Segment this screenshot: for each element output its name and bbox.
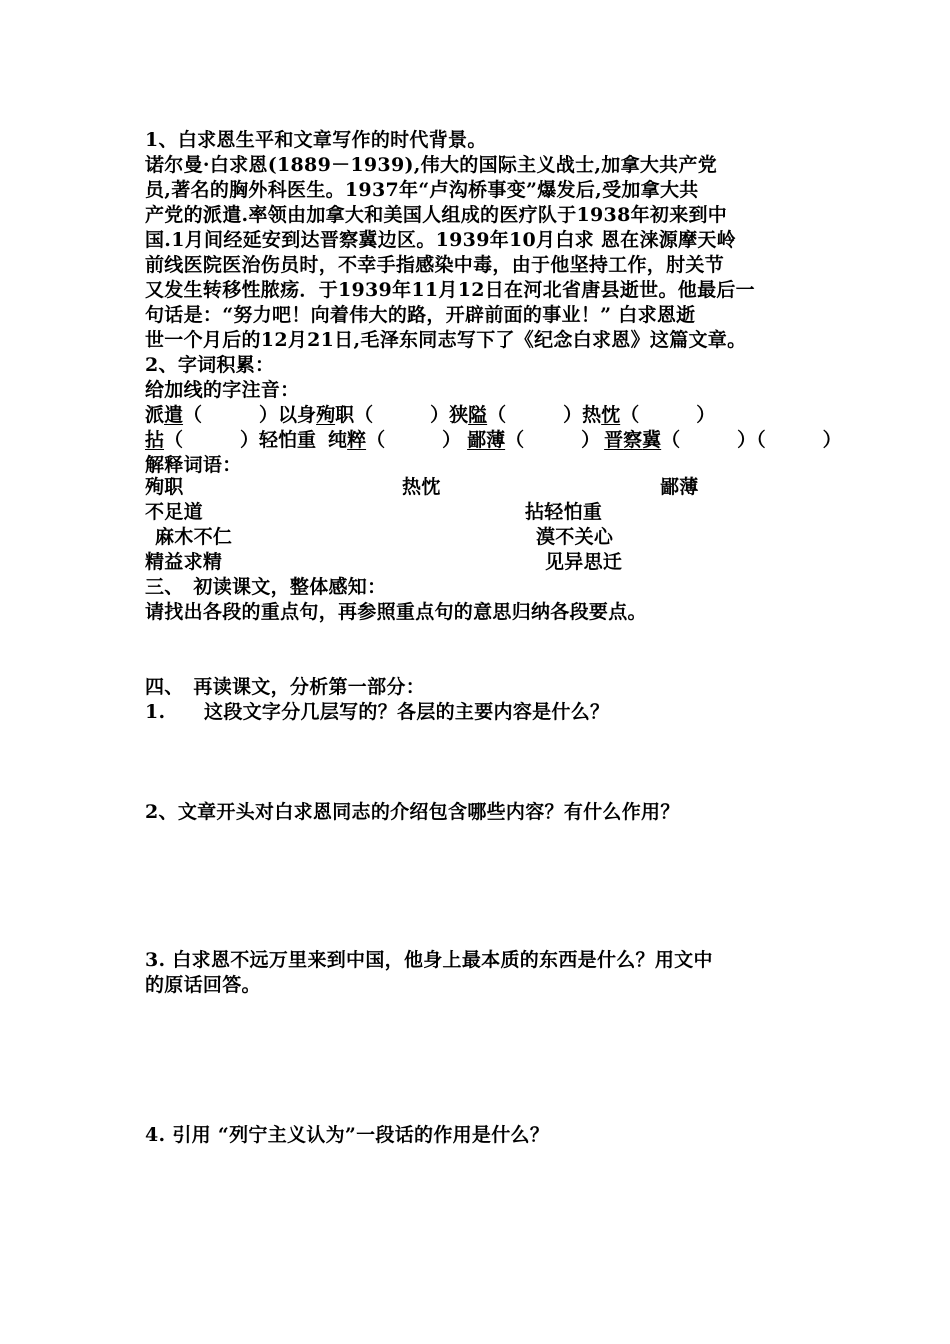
answer-blank[interactable]: （ ）（ ） bbox=[661, 429, 842, 451]
word-char: 纯 bbox=[328, 429, 348, 451]
term: 见异思迁 bbox=[545, 551, 623, 573]
question-4: 4. 引用 “列宁主义认为”一段话的作用是什么？ bbox=[145, 1124, 550, 1146]
term: 麻木不仁 bbox=[155, 526, 233, 548]
term: 热忱 bbox=[402, 476, 441, 498]
section3-heading: 三、 初读课文，整体感知： bbox=[145, 576, 387, 598]
word-char: 以身 bbox=[278, 404, 317, 426]
term: 不足道 bbox=[145, 501, 203, 523]
bio-line: 又发生转移性脓疡．于1939年11月12日在河北省唐县逝世。他最后一 bbox=[145, 279, 755, 301]
answer-blank[interactable]: （ ） bbox=[164, 429, 260, 451]
underlined-char: 隘 bbox=[468, 404, 488, 426]
term: 精益求精 bbox=[145, 551, 223, 573]
underlined-char: 粹 bbox=[347, 429, 367, 451]
section4-heading: 四、 再读课文，分析第一部分： bbox=[145, 676, 426, 698]
pinyin-prompt: 给加线的字注音： bbox=[145, 379, 300, 401]
answer-blank[interactable]: （ ） bbox=[487, 404, 583, 426]
word-char: 派 bbox=[145, 404, 165, 426]
bio-line: 产党的派遣.率领由加拿大和美国人组成的医疗队于1938年初来到中 bbox=[145, 204, 728, 226]
pinyin-row-2 bbox=[145, 428, 842, 453]
term: 鄙薄 bbox=[660, 476, 699, 498]
answer-blank[interactable]: （ ） bbox=[354, 404, 450, 426]
underlined-char: 殉 bbox=[316, 404, 336, 426]
bio-line: 世一个月后的12月21日,毛泽东同志写下了《纪念白求恩》这篇文章。 bbox=[145, 329, 747, 351]
word-char: 狭 bbox=[449, 404, 469, 426]
pinyin-row-1 bbox=[145, 403, 715, 428]
underlined-char: 忱 bbox=[601, 404, 621, 426]
section3-instruction: 请找出各段的重点句，再参照重点句的意思归纳各段要点。 bbox=[145, 601, 647, 623]
bio-line: 员,著名的胸外科医生。1937年“卢沟桥事变”爆发后,受加拿大共 bbox=[145, 179, 699, 201]
bio-line: 前线医院医治伤员时，不幸手指感染中毒，由于他坚持工作，肘关节 bbox=[145, 254, 725, 276]
answer-blank[interactable]: （ ） bbox=[620, 404, 716, 426]
bio-line: 句话是：“努力吧！向着伟大的路，开辟前面的事业！” 白求恩逝 bbox=[145, 304, 696, 326]
answer-blank[interactable]: （ ） bbox=[505, 429, 601, 451]
explain-prompt: 解释词语： bbox=[145, 454, 242, 476]
bio-line: 国.1月间经延安到达晋察冀边区。1939年10月白求 恩在涞源摩天岭 bbox=[145, 229, 736, 251]
question-2: 2、文章开头对白求恩同志的介绍包含哪些内容？有什么作用？ bbox=[145, 801, 680, 823]
bio-line: 诺尔曼·白求恩(1889－1939),伟大的国际主义战士,加拿大共产党 bbox=[145, 154, 718, 176]
term: 拈轻怕重 bbox=[525, 501, 603, 523]
answer-blank[interactable]: （ ） bbox=[183, 404, 279, 426]
underlined-char: 晋 bbox=[604, 429, 624, 451]
term: 殉职 bbox=[145, 476, 184, 498]
section1-heading: 1、白求恩生平和文章写作的时代背景。 bbox=[145, 129, 487, 151]
question-3: 3. 白求恩不远万里来到中国，他身上最本质的东西是什么？用文中 bbox=[145, 949, 713, 971]
word-char: 职 bbox=[335, 404, 355, 426]
answer-blank[interactable]: （ ） bbox=[366, 429, 462, 451]
term: 漠不关心 bbox=[536, 526, 614, 548]
underlined-char: 拈 bbox=[145, 429, 165, 451]
section2-heading: 2、字词积累： bbox=[145, 354, 275, 376]
word-char: 热 bbox=[582, 404, 602, 426]
underlined-char: 鄙薄 bbox=[467, 429, 506, 451]
underlined-char: 冀 bbox=[642, 429, 662, 451]
underlined-char: 遣 bbox=[164, 404, 184, 426]
question-3-cont: 的原话回答。 bbox=[145, 974, 261, 996]
question-1: 1. 这段文字分几层写的？各层的主要内容是什么？ bbox=[145, 701, 610, 723]
word-char: 轻怕重 bbox=[259, 429, 317, 451]
underlined-char: 察 bbox=[623, 429, 643, 451]
